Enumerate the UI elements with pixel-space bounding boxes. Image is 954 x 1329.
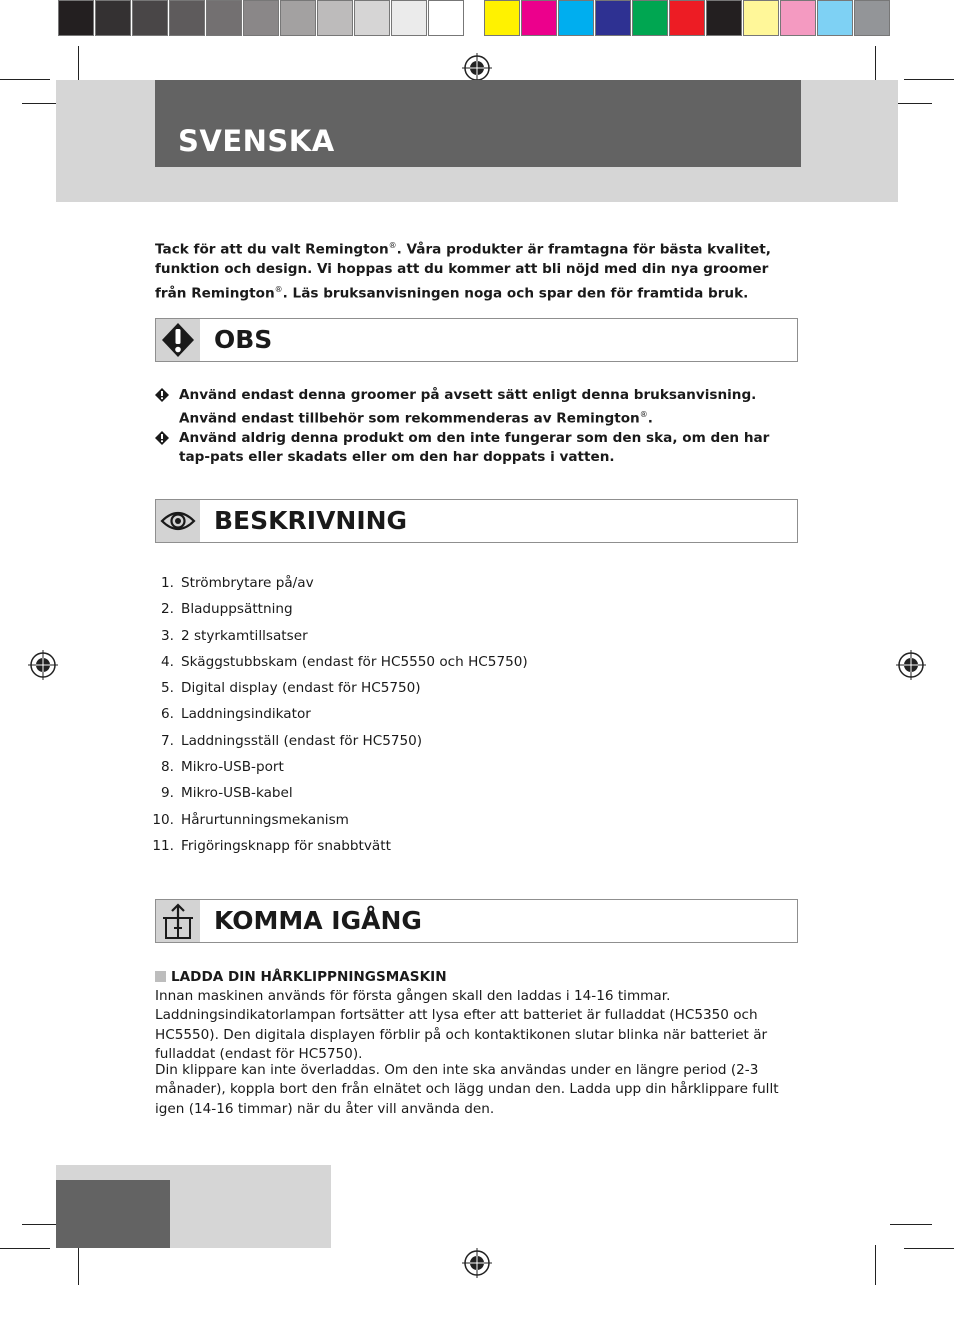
item-number: 9. xyxy=(161,785,174,802)
item-label: Laddningsställ (endast för HC5750) xyxy=(181,732,423,749)
item-label: Frigöringsknapp för snabbtvätt xyxy=(181,837,391,854)
color-swatch xyxy=(280,0,316,36)
item-number: 6. xyxy=(161,706,174,723)
bullet-square-icon xyxy=(155,971,166,982)
exclamation-icon xyxy=(161,322,195,358)
color-swatch xyxy=(632,0,668,36)
color-swatch xyxy=(521,0,557,36)
section-header-obs xyxy=(155,318,798,362)
crop-mark xyxy=(904,1248,954,1249)
charging-subheading: LADDA DIN HÅRKLIPPNINGSMASKIN xyxy=(155,968,447,986)
page-title: SVENSKA xyxy=(178,124,335,158)
charging-paragraph: Din klippare kan inte överladdas. Om den inte ska användas under en längre period (2-3 månader), koppla bort den från elnätet och lägg undan den. Ladda upp din hårklippare fullt igen (14-16 timmar) när du åter vill använda den. xyxy=(155,1062,779,1117)
description-item xyxy=(150,598,528,624)
description-item xyxy=(150,572,528,598)
crop-mark xyxy=(875,46,876,82)
description-list xyxy=(150,572,528,861)
eye-icon xyxy=(160,509,196,533)
description-item xyxy=(150,809,528,835)
item-number: 2. xyxy=(161,601,174,618)
description-item xyxy=(150,782,528,808)
color-swatch xyxy=(854,0,890,36)
item-label: Bladuppsättning xyxy=(181,601,293,618)
gray-calibration-bar xyxy=(58,0,465,38)
color-swatch xyxy=(132,0,168,36)
description-item xyxy=(150,756,528,782)
color-swatch xyxy=(206,0,242,36)
color-swatch xyxy=(706,0,742,36)
description-item xyxy=(150,730,528,756)
registration-mark-icon xyxy=(28,650,58,680)
section-title-obs: OBS xyxy=(214,325,273,354)
color-swatch xyxy=(169,0,205,36)
registration-mark-icon xyxy=(462,1248,492,1278)
item-label: Hårurtunningsmekanism xyxy=(181,811,349,828)
color-swatch xyxy=(558,0,594,36)
warning-diamond-icon xyxy=(155,431,169,445)
crop-mark xyxy=(890,1224,932,1225)
item-number: 3. xyxy=(161,627,174,644)
item-number: 7. xyxy=(161,732,174,749)
section-header-komma-igang xyxy=(155,899,798,943)
section-title-beskrivning: BESKRIVNING xyxy=(214,506,408,535)
crop-mark xyxy=(0,1248,50,1249)
item-number: 1. xyxy=(161,575,174,591)
warning-item: Använd aldrig denna produkt om den inte fungerar som den ska, om den har tap-pats eller skadats eller om den har doppats i vatten. xyxy=(155,429,795,467)
box-unpack-icon xyxy=(161,902,195,940)
registration-mark-icon xyxy=(462,53,492,83)
color-swatch xyxy=(484,0,520,36)
description-item xyxy=(150,835,528,861)
warning-list xyxy=(155,386,795,467)
section-header-beskrivning xyxy=(155,499,798,543)
warning-diamond-icon xyxy=(155,388,169,402)
item-number: 5. xyxy=(161,680,174,697)
section-title-komma-igang: KOMMA IGÅNG xyxy=(214,906,422,935)
item-label: Laddningsindikator xyxy=(181,706,311,723)
registration-mark-icon xyxy=(896,650,926,680)
item-label: Digital display (endast för HC5750) xyxy=(181,680,421,697)
color-calibration-bar xyxy=(484,0,891,38)
color-swatch xyxy=(58,0,94,36)
description-item xyxy=(150,703,528,729)
section-icon-box xyxy=(156,900,200,942)
crop-mark xyxy=(904,79,954,80)
description-item xyxy=(150,625,528,651)
footer-page-block xyxy=(56,1180,170,1248)
color-swatch xyxy=(669,0,705,36)
charging-paragraph: Innan maskinen används för första gången skall den laddas i 14-16 timmar. Laddningsindikatorlampan fortsätter att lysa efter att batteriet är fulladdat (HC5350 och HC5550). Den digitala displayen förblir på och kontaktikonen slutar blinka när batteriet är fulladdat (endast för HC5750). xyxy=(155,988,768,1062)
section-icon-box xyxy=(156,500,200,542)
warning-item: Använd endast denna groomer på avsett sätt enligt denna bruksanvisning. Använd endast tillbehör som rekommenderas av Remington®. xyxy=(155,386,795,429)
color-swatch xyxy=(317,0,353,36)
item-number: 11. xyxy=(152,837,174,854)
color-swatch xyxy=(354,0,390,36)
crop-mark xyxy=(78,1245,79,1285)
color-swatch xyxy=(391,0,427,36)
crop-mark xyxy=(78,46,79,82)
color-swatch xyxy=(817,0,853,36)
description-item xyxy=(150,677,528,703)
color-swatch xyxy=(595,0,631,36)
intro-paragraph: Tack för att du valt Remington®. Våra produkter är framtagna för bästa kvalitet, funktion och design. Vi hoppas att du kommer att bli nöjd med din nya groomer från Remington®. Läs bruksanvisningen noga och spar den för framtida bruk. xyxy=(155,241,771,302)
item-label: Skäggstubbskam (endast för HC5550 och HC5750) xyxy=(181,653,528,670)
item-label: Mikro-USB-port xyxy=(181,759,284,776)
item-number: 10. xyxy=(152,811,174,828)
item-number: 8. xyxy=(161,759,174,776)
item-label: Strömbrytare på/av xyxy=(181,575,314,591)
item-number: 4. xyxy=(161,653,174,670)
color-swatch xyxy=(743,0,779,36)
item-label: Mikro-USB-kabel xyxy=(181,785,293,802)
item-label: 2 styrkamtillsatser xyxy=(181,627,308,644)
color-swatch xyxy=(428,0,464,36)
crop-mark xyxy=(0,79,50,80)
crop-mark xyxy=(875,1245,876,1285)
description-item xyxy=(150,651,528,677)
color-swatch xyxy=(780,0,816,36)
section-icon-box xyxy=(156,319,200,361)
color-swatch xyxy=(243,0,279,36)
color-swatch xyxy=(95,0,131,36)
